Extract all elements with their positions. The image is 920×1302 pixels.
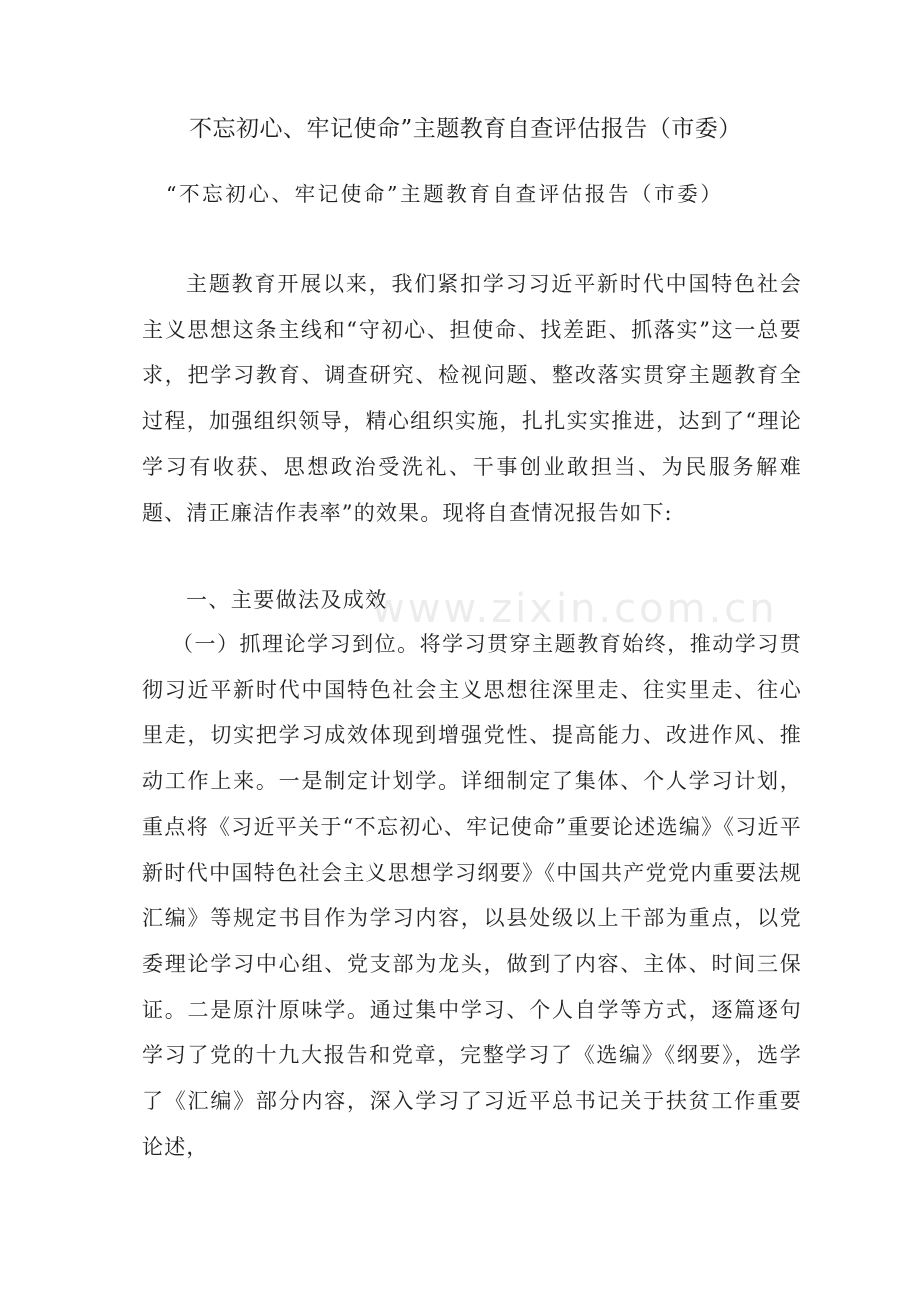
body-paragraph: （一）抓理论学习到位。将学习贯穿主题教育始终，推动学习贯彻习近平新时代中国特色社会主义思想往深里走、往实里走、往心里走，切实把学习成效体现到增强党性、提高能力、改进作风、推动工作上来。一是制定计划学。详细制定了集体、个人学习计划，重点将《习近平关于“不忘初心、牢记使命”重要论述选编》《习近平新时代中国特色社会主义思想学习纲要》《中国共产党党内重要法规汇编》等规定书目作为学习内容，以县处级以上干部为重点，以党委理论学习中心组、党支部为龙头，做到了内容、主体、时间三保证。二是原汁原味学。通过集中学习、个人自学等方式，逐篇逐句学习了党的十九大报告和党章，完整学习了《选编》《纲要》，选学了《汇编》部分内容，深入学习了习近平总书记关于扶贫工作重要论述， [142, 632, 802, 1159]
watermark: www.zixin.com.cn [372, 586, 778, 632]
section-heading: 一、主要做法及成效 [186, 588, 388, 612]
intro-paragraph: 主题教育开展以来，我们紧扣学习习近平新时代中国特色社会主义思想这条主线和“守初心、担使命、找差距、抓落实”这一总要求，把学习教育、调查研究、检视问题、整改落实贯穿主题教育全过程，加强组织领导，精心组织实施，扎扎实实推进，达到了“理论学习有收获、思想政治受洗礼、干事创业敢担当、为民服务解难题、清正廉洁作表率”的效果。现将自查情况报告如下: [142, 272, 802, 525]
document-title: 不忘初心、牢记使命”主题教育自查评估报告（市委） [189, 116, 742, 142]
document-subtitle: “不忘初心、牢记使命”主题教育自查评估报告（市委） [166, 182, 724, 206]
